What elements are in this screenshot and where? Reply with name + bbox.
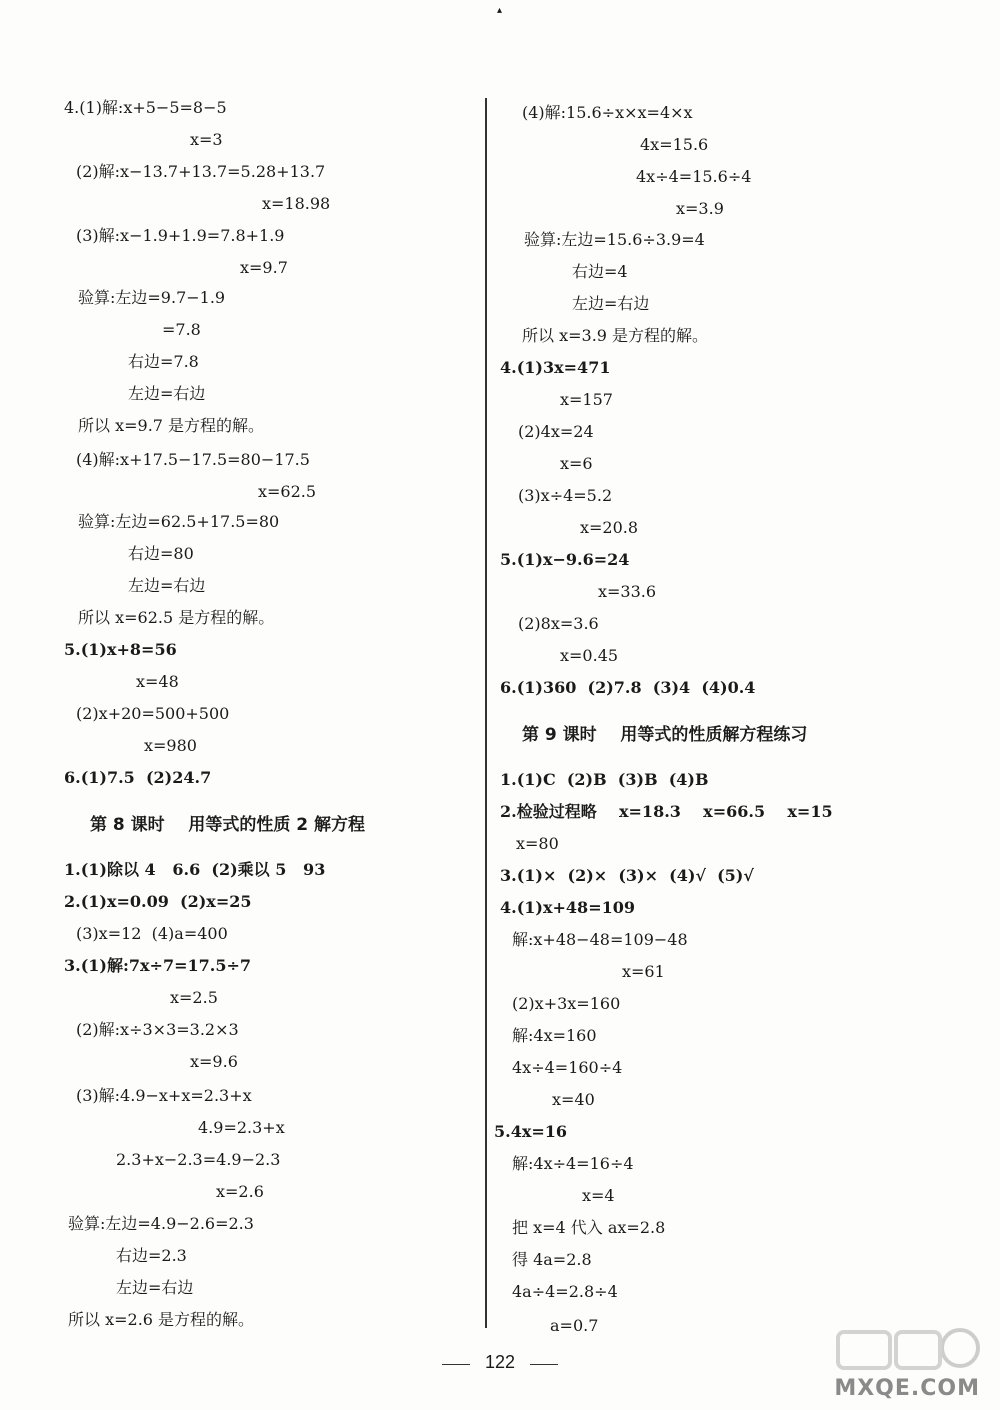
answer-line: 4x÷4=160÷4 bbox=[512, 1058, 623, 1077]
answer-line: x=2.5 bbox=[170, 988, 218, 1007]
answer-line: x=3 bbox=[190, 130, 223, 149]
answer-line: 左边=右边 bbox=[128, 576, 206, 595]
answer-line: 3.(1)× (2)× (3)× (4)√ (5)√ bbox=[500, 866, 754, 885]
answer-line: 所以 x=9.7 是方程的解。 bbox=[78, 416, 265, 435]
answer-line: x=980 bbox=[144, 736, 197, 755]
answer-line: 6.(1)360 (2)7.8 (3)4 (4)0.4 bbox=[500, 678, 756, 697]
answer-line: (2)4x=24 bbox=[518, 422, 594, 441]
answer-line: 4.9=2.3+x bbox=[198, 1118, 285, 1137]
answer-line: x=9.6 bbox=[190, 1052, 238, 1071]
answer-line: 4.(1)x+48=109 bbox=[500, 898, 635, 917]
answer-line: (2)x+3x=160 bbox=[512, 994, 621, 1013]
answer-line: 2.(1)x=0.09 (2)x=25 bbox=[64, 892, 252, 911]
answer-line: 右边=80 bbox=[128, 544, 194, 563]
answer-line: 4.(1)解:x+5−5=8−5 bbox=[64, 98, 227, 117]
answer-line: x=3.9 bbox=[676, 199, 724, 218]
page-number-dash bbox=[530, 1364, 558, 1365]
watermark-site: MXQE.COM bbox=[834, 1376, 980, 1401]
answer-line: 解:4x÷4=16÷4 bbox=[512, 1154, 634, 1173]
page-number: 122 bbox=[484, 1352, 516, 1372]
answer-line: x=0.45 bbox=[560, 646, 619, 665]
answer-line: x=6 bbox=[560, 454, 593, 473]
answer-line: x=4 bbox=[582, 1186, 615, 1205]
answer-line: (4)解:x+17.5−17.5=80−17.5 bbox=[76, 450, 310, 469]
answer-line: 1.(1)C (2)B (3)B (4)B bbox=[500, 770, 709, 789]
answer-line: (2)解:x−13.7+13.7=5.28+13.7 bbox=[76, 162, 326, 181]
section-heading: 第 8 课时 用等式的性质 2 解方程 bbox=[90, 815, 366, 835]
answer-line: 4x=15.6 bbox=[640, 135, 709, 154]
answer-line: 解:x+48−48=109−48 bbox=[512, 930, 688, 949]
answer-line: (3)解:x−1.9+1.9=7.8+1.9 bbox=[76, 226, 285, 245]
answer-line: x=20.8 bbox=[580, 518, 639, 537]
section-heading: 第 9 课时 用等式的性质解方程练习 bbox=[522, 725, 808, 745]
answer-line: 2.检验过程略 x=18.3 x=66.5 x=15 bbox=[500, 802, 833, 821]
answer-line: (3)x÷4=5.2 bbox=[518, 486, 613, 505]
answer-line: (2)x+20=500+500 bbox=[76, 704, 230, 723]
answer-line: 2.3+x−2.3=4.9−2.3 bbox=[116, 1150, 281, 1169]
answer-line: x=48 bbox=[136, 672, 179, 691]
answer-line: 4x÷4=15.6÷4 bbox=[636, 167, 752, 186]
answer-line: a=0.7 bbox=[550, 1316, 599, 1335]
answer-line: (3)解:4.9−x+x=2.3+x bbox=[76, 1086, 252, 1105]
answer-line: 得 4a=2.8 bbox=[512, 1250, 592, 1269]
answer-line: 左边=右边 bbox=[572, 294, 650, 313]
answer-line: 3.(1)解:7x÷7=17.5÷7 bbox=[64, 956, 252, 975]
answer-line: 右边=2.3 bbox=[116, 1246, 187, 1265]
answer-line: x=61 bbox=[622, 962, 665, 981]
answer-line: 验算:左边=4.9−2.6=2.3 bbox=[68, 1214, 254, 1233]
answer-line: 验算:左边=9.7−1.9 bbox=[78, 288, 226, 307]
answer-line: 把 x=4 代入 ax=2.8 bbox=[512, 1218, 666, 1237]
answer-line: x=80 bbox=[516, 834, 559, 853]
top-mark: ▴ bbox=[497, 5, 503, 16]
answer-line: 所以 x=3.9 是方程的解。 bbox=[522, 326, 709, 345]
answer-line: 4.(1)3x=471 bbox=[500, 358, 611, 377]
answer-line: 5.(1)x+8=56 bbox=[64, 640, 177, 659]
answer-line: (2)解:x÷3×3=3.2×3 bbox=[76, 1020, 239, 1039]
answer-line: 左边=右边 bbox=[128, 384, 206, 403]
answer-line: =7.8 bbox=[162, 320, 201, 339]
answer-line: x=9.7 bbox=[240, 258, 288, 277]
answer-line: 5.4x=16 bbox=[494, 1122, 568, 1141]
answer-line: 左边=右边 bbox=[116, 1278, 194, 1297]
answer-line: 右边=4 bbox=[572, 262, 628, 281]
answer-line: 所以 x=2.6 是方程的解。 bbox=[68, 1310, 255, 1329]
answer-line: x=18.98 bbox=[262, 194, 331, 213]
answer-line: 6.(1)7.5 (2)24.7 bbox=[64, 768, 212, 787]
answer-line: 5.(1)x−9.6=24 bbox=[500, 550, 630, 569]
answer-line: 所以 x=62.5 是方程的解。 bbox=[78, 608, 275, 627]
answer-line: 右边=7.8 bbox=[128, 352, 199, 371]
answer-line: x=33.6 bbox=[598, 582, 657, 601]
answer-line: (2)8x=3.6 bbox=[518, 614, 599, 633]
answer-line: 验算:左边=62.5+17.5=80 bbox=[78, 512, 280, 531]
column-divider bbox=[485, 98, 487, 1328]
answer-line: 验算:左边=15.6÷3.9=4 bbox=[524, 230, 705, 249]
answer-line: x=2.6 bbox=[216, 1182, 264, 1201]
answer-line: (3)x=12 (4)a=400 bbox=[76, 924, 228, 943]
answer-line: (4)解:15.6÷x×x=4×x bbox=[522, 103, 693, 122]
answer-line: x=40 bbox=[552, 1090, 595, 1109]
answer-line: 解:4x=160 bbox=[512, 1026, 597, 1045]
answer-line: x=157 bbox=[560, 390, 613, 409]
answer-line: 1.(1)除以 4 6.6 (2)乘以 5 93 bbox=[64, 860, 326, 879]
answer-line: 4a÷4=2.8÷4 bbox=[512, 1282, 618, 1301]
answer-line: x=62.5 bbox=[258, 482, 317, 501]
